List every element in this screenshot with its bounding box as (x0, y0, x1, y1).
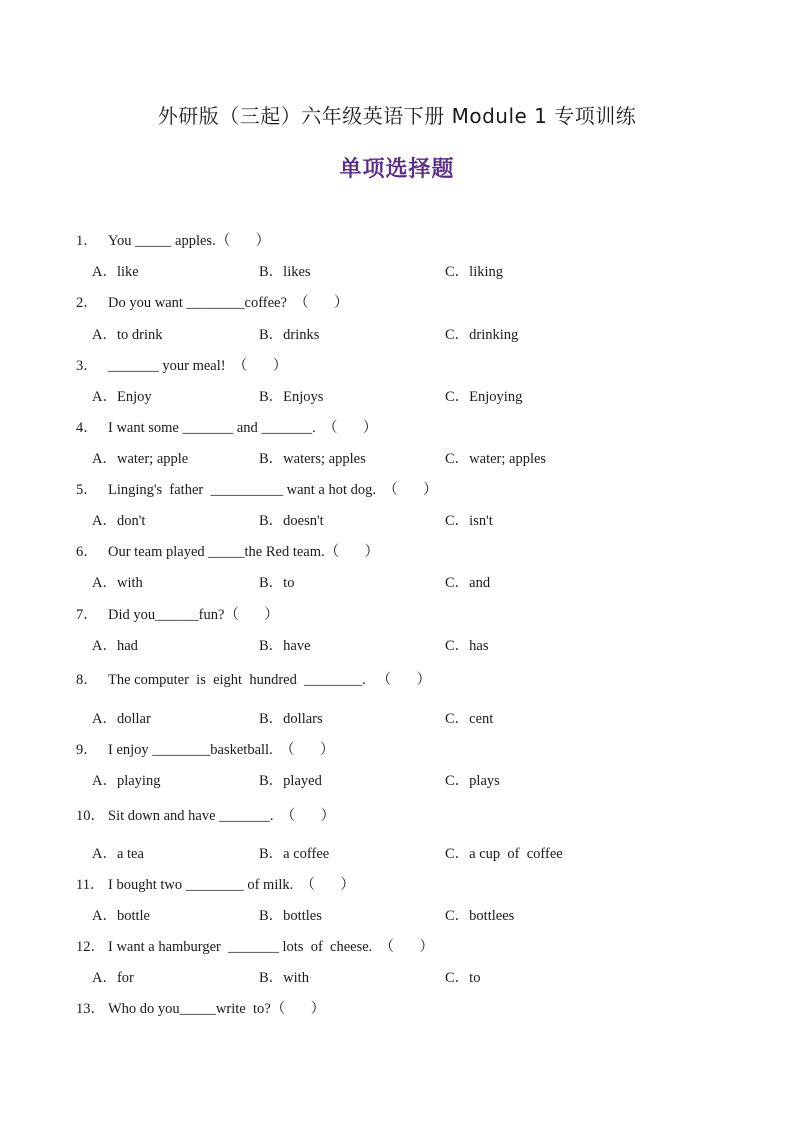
question-number: 10． (76, 808, 105, 824)
option-b: B．with (259, 970, 309, 986)
option-b: B．a coffee (259, 846, 330, 862)
question-stem (76, 540, 379, 561)
question-number: 9． (76, 742, 98, 758)
question-text: You _____ apples.（ ） (108, 233, 271, 249)
option-a: A．had (92, 638, 138, 654)
option-c: C．cent (445, 711, 494, 727)
page-title: 外研版（三起）六年级英语下册 Module 1 专项训练 (157, 104, 637, 128)
question-text: I bought two ________ of milk. （ ） (108, 877, 355, 893)
option-c: C．liking (445, 264, 504, 280)
question-text: Do you want ________coffee? （ ） (108, 295, 349, 311)
question-text: I want some _______ and _______. （ ） (108, 420, 378, 436)
question-number: 7． (76, 607, 98, 623)
option-c: C．has (445, 638, 489, 654)
question-stem (76, 738, 334, 759)
option-a: A．don't (92, 513, 146, 529)
question-number: 8． (76, 672, 98, 688)
option-a: A．for (92, 970, 134, 986)
option-a: A．to drink (92, 327, 163, 343)
question-stem (76, 873, 355, 894)
option-a: A．Enjoy (92, 389, 152, 405)
option-b: B．drinks (259, 327, 320, 343)
option-a: A．with (92, 575, 143, 591)
question-number: 4． (76, 420, 98, 436)
question-stem (76, 478, 438, 499)
question-stem (76, 416, 377, 437)
option-c: C．to (445, 970, 481, 986)
option-b: B．waters; apples (259, 451, 366, 467)
option-b: B．Enjoys (259, 389, 324, 405)
question-number: 6． (76, 544, 98, 560)
option-b: B．to (259, 575, 295, 591)
option-c: C．drinking (445, 327, 519, 343)
option-b: B．played (259, 773, 322, 789)
option-c: C．Enjoying (445, 389, 523, 405)
question-number: 11． (76, 877, 105, 893)
question-stem (76, 804, 335, 825)
question-number: 2． (76, 295, 98, 311)
option-c: C．water; apples (445, 451, 547, 467)
question-stem (76, 603, 279, 624)
question-number: 1． (76, 233, 98, 249)
question-stem (76, 354, 287, 375)
question-text: Did you______fun?（ ） (108, 607, 279, 623)
question-number: 13． (76, 1001, 105, 1017)
question-text: Linging's father __________ want a hot dog. （ ） (108, 482, 438, 498)
question-number: 12． (76, 939, 105, 955)
option-b: B．bottles (259, 908, 322, 924)
option-a: A．like (92, 264, 139, 280)
question-text: I enjoy ________basketball. （ ） (108, 742, 335, 758)
option-a: A．bottle (92, 908, 150, 924)
option-b: B．have (259, 638, 311, 654)
option-a: A．dollar (92, 711, 151, 727)
question-text: Sit down and have _______. （ ） (108, 808, 336, 824)
question-stem (76, 229, 270, 250)
question-number: 5． (76, 482, 98, 498)
option-b: B．likes (259, 264, 311, 280)
question-stem (76, 291, 349, 312)
option-a: A．a tea (92, 846, 144, 862)
option-c: C．a cup of coffee (445, 846, 563, 862)
question-number: 3． (76, 358, 98, 374)
option-b: B．dollars (259, 711, 323, 727)
option-c: C．isn't (445, 513, 493, 529)
option-b: B．doesn't (259, 513, 324, 529)
question-stem (76, 997, 325, 1018)
option-c: C．bottlees (445, 908, 515, 924)
question-text: _______ your meal! （ ） (108, 358, 288, 374)
question-text: The computer is eight hundred ________. （ ） (108, 672, 431, 688)
option-a: A．playing (92, 773, 161, 789)
question-stem (76, 935, 434, 956)
option-c: C．and (445, 575, 491, 591)
option-a: A．water; apple (92, 451, 189, 467)
section-subtitle: 单项选择题 (339, 157, 455, 182)
option-c: C．plays (445, 773, 500, 789)
question-text: Our team played _____the Red team.（ ） (108, 544, 380, 560)
question-text: Who do you_____write to?（ ） (108, 1001, 326, 1017)
question-stem (76, 668, 431, 689)
question-text: I want a hamburger _______ lots of cheese. （ ） (108, 939, 434, 955)
